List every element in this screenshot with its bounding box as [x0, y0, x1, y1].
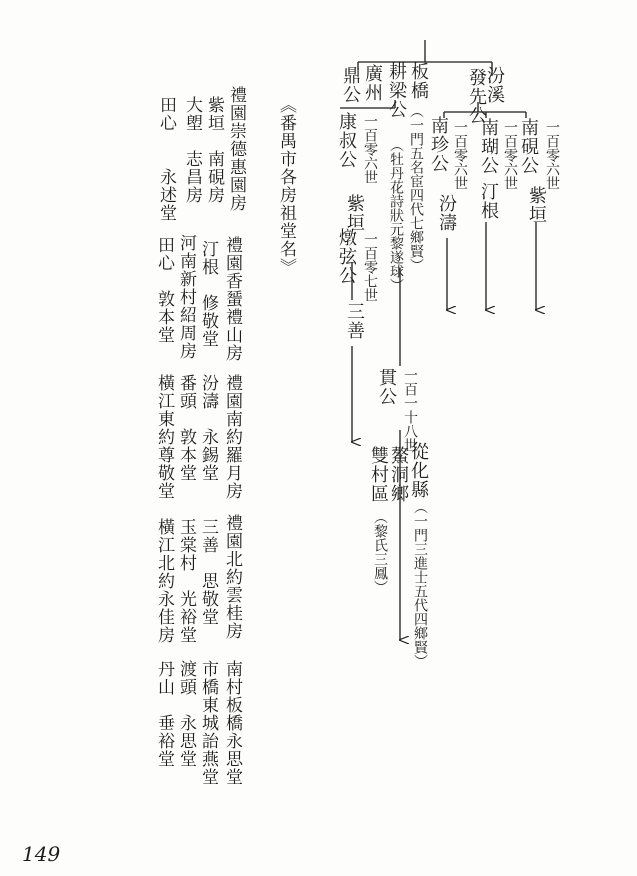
node-kangshu-descendant: 紫垣: [344, 194, 365, 232]
page-number: 149: [22, 842, 61, 866]
node-shuangcun-note: （黎氏三鳳）: [372, 510, 388, 594]
node-dingong: 鼎公: [340, 66, 361, 104]
hall-entry: 田心 永述堂: [156, 96, 176, 222]
hall-entry: 敦本堂: [154, 290, 174, 344]
hall-list-heading: 《番禺市各房祖堂名》: [276, 96, 296, 276]
node-dunxian-generation: 一百零七世: [362, 232, 378, 302]
node-nanxian: 南硯公: [518, 118, 539, 175]
node-dunxian: 燉弦公: [336, 228, 357, 285]
node-kangshu-generation: 一百零六世: [362, 114, 378, 184]
node-dunxian-descendant: 三善: [344, 302, 365, 340]
node-gengliang: 耕梁公: [386, 62, 407, 119]
node-conghua: 從化縣: [408, 442, 429, 499]
hall-entry: 南村板橋永思堂: [222, 660, 242, 786]
node-banqiao-note: （一門五名宦四代七鄉賢）: [408, 104, 424, 272]
hall-entry: 禮園北約雲桂房: [222, 514, 242, 640]
node-faxian: 發先公: [466, 68, 487, 125]
hall-entry: 禮園南約羅月房: [222, 374, 242, 500]
hall-entry: 玉棠村 光裕堂: [176, 518, 196, 644]
hall-entry: 汀根 修敬堂: [198, 240, 218, 348]
node-guangzhou: 廣州: [362, 64, 383, 102]
node-conghua-note: （一門三進士五代四鄉賢）: [412, 500, 428, 668]
hall-entry: 河南新村紹周房: [176, 234, 196, 360]
node-shuangcun: 雙村區: [368, 446, 389, 503]
node-nanzhen: 南珍公: [428, 116, 449, 173]
hall-entry: 禮園崇德惠園房: [226, 86, 246, 212]
node-nanhu: 南瑚公: [478, 118, 499, 175]
node-kangshu: 康叔公: [336, 112, 357, 169]
node-fenxi: 汾溪: [484, 66, 505, 104]
node-nanzhen-generation: 一百零六世: [452, 120, 468, 190]
node-nanxian-descendant: 紫垣: [526, 186, 547, 224]
hall-entry: 橫江北約永佳房: [154, 518, 174, 644]
hall-entry: 禮園香蜑禮山房: [222, 236, 242, 362]
hall-entry: 丹山 垂裕堂: [154, 660, 174, 768]
hall-entry: 市橋東城詒燕堂: [198, 660, 218, 786]
hall-entry: 汾濤 永錫堂: [198, 374, 218, 482]
node-nanhu-descendant: 汀根: [478, 182, 499, 220]
hall-entry: 田心: [154, 236, 174, 272]
node-nanxian-generation: 一百零六世: [544, 120, 560, 190]
node-banqiao: 板橋: [408, 62, 429, 100]
node-nanzhen-descendant: 汾濤: [436, 194, 457, 232]
node-banqiao-note-2: （牡丹花詩狀元黎遂球）: [388, 138, 404, 292]
hall-entry: 三善 思敬堂: [198, 518, 218, 626]
node-guan-generation: 一百一十八世: [402, 368, 418, 452]
node-aodong: 鰲洞鄉: [388, 446, 409, 503]
hall-entry: 橫江東約尊敬堂: [154, 374, 174, 500]
hall-entry: 渡頭 永思堂: [176, 660, 196, 768]
node-guan: 貫公: [376, 368, 397, 406]
hall-entry: 番頭 敦本堂: [176, 374, 196, 482]
hall-entry: 大塱 志昌房: [182, 96, 202, 204]
hall-entry: 紫垣 南硯房: [204, 96, 224, 204]
node-nanhu-generation: 一百零六世: [502, 120, 518, 190]
